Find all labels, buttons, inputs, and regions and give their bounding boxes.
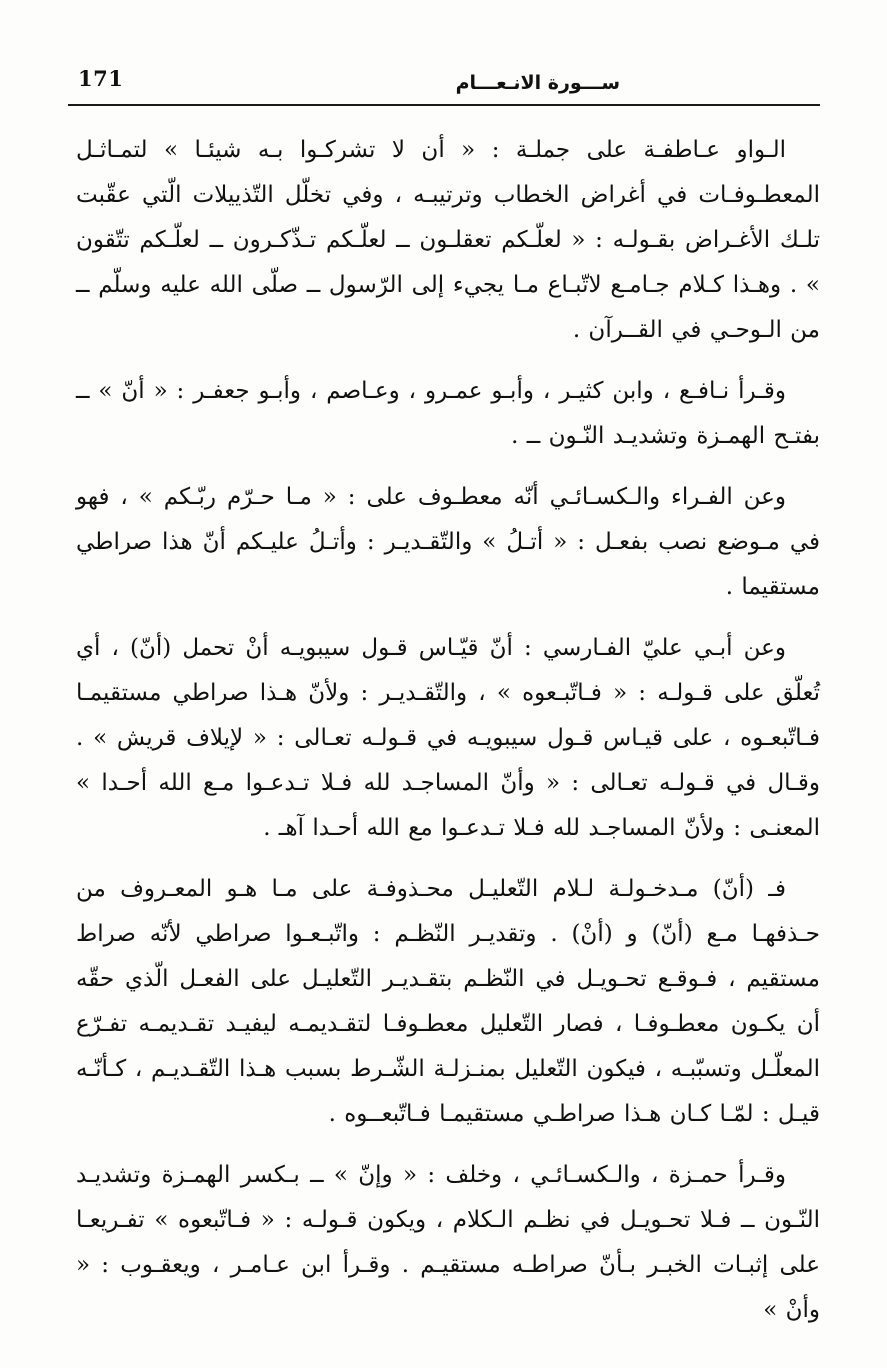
paragraph-2: وقـرأ نـافـع ، وابن كثيـر ، وأبـو عمـرو ، وعـاصم ، وأبـو جعفـر : « أنّ » ــ بفتـح الهمـزة وتشديـد النّـون ــ . xyxy=(76,378,820,449)
surah-title: ســـورة الانـعـــام xyxy=(455,72,620,94)
page-number: 171 xyxy=(78,66,124,91)
paragraph-6: وقـرأ حمـزة ، والـكسـائـي ، وخلف : « وإنّ » ــ بـكسر الهمـزة وتشديـد النّـون ــ فـلا تحـويـل في نظـم الـكلام ، ويكون قـولـه : « فـاتّبعوه » تفـريعـا على إثبـات الخبـر بـأنّ صراطـه مستقيـم . وقـرأ ابن عـامـر ، ويعقـوب : « وأنْ » xyxy=(76,1162,820,1323)
header-divider xyxy=(68,104,820,106)
paragraph-4: وعن أبـي عليّ الفـارسي : أنّ قيّـاس قـول سيبويـه أنْ تحمل (أنّ) ، أي تُعلّق على قـولـه : « فـاتّبـعوه » ، والتّقـديـر : ولأنّ هـذا صراطي مستقيمـا فـاتّبعـوه ، على قيـاس قـول سيبويـه في قـولـه تعـالى : « لإيلاف قريش » . وقـال في قـولـه تعـالى : « وأنّ المساجـد لله فـلا تـدعـوا مـع الله أحـدا » المعنـى : ولأنّ المساجـد لله فـلا تـدعـوا مع الله أحـدا آهـ . xyxy=(76,635,820,841)
paragraph-1: الـواو عـاطفـة على جملـة : « أن لا تشركـوا بـه شيئـا » لتمـاثـل المعطـوفـات في أغراض الخطاب وترتيبـه ، وفي تخلّل التّذييلات الّتي عقّبت تلـك الأغـراض بقـولـه : « لعلّـكم تعقلـون ــ لعلّـكم تـذّكـرون ــ لعلّـكم تتّقون » . وهـذا كـلام جـامـع لاتّبـاع مـا يجيء إلى الرّسول ــ صلّى الله عليه وسلّم ــ من الـوحـي في القــرآن . xyxy=(76,137,820,343)
page-body xyxy=(76,128,820,1333)
paragraph-5: فـ (أنّ) مـدخـولـة لـلام التّعليـل محـذوفـة على مـا هـو المعـروف من حـذفهـا مـع (أنّ) و (أنْ) . وتقديـر النّظـم : واتّبـعـوا صراطي لأنّه صراط مستقيم ، فـوقـع تحـويـل في النّظـم بتقـديـر التّعليـل على الفعـل الّذي حقّه أن يكـون معطـوفـا ، فصار التّعليل معطـوفـا لتقـديمـه ليفيـد تقـديمـه تفـرّع المعلّـل وتسبّبـه ، فيكون التّعليل بمنـزلـة الشّـرط بسبب هـذا التّقـديـم ، كـأنّـه قيـل : لمّـا كـان هـذا صراطـي مستقيمـا فـاتّبعــوه . xyxy=(76,876,820,1127)
page-header xyxy=(78,62,820,106)
paragraph-3: وعن الفـراء والـكسـائـي أنّه معطـوف على : « مـا حـرّم ربّـكم » ، فهو في مـوضع نصب بفعـل : « أتـلُ » والتّقـديـر : وأتـلُ عليـكم أنّ هذا صراطي مستقيما . xyxy=(76,484,820,600)
